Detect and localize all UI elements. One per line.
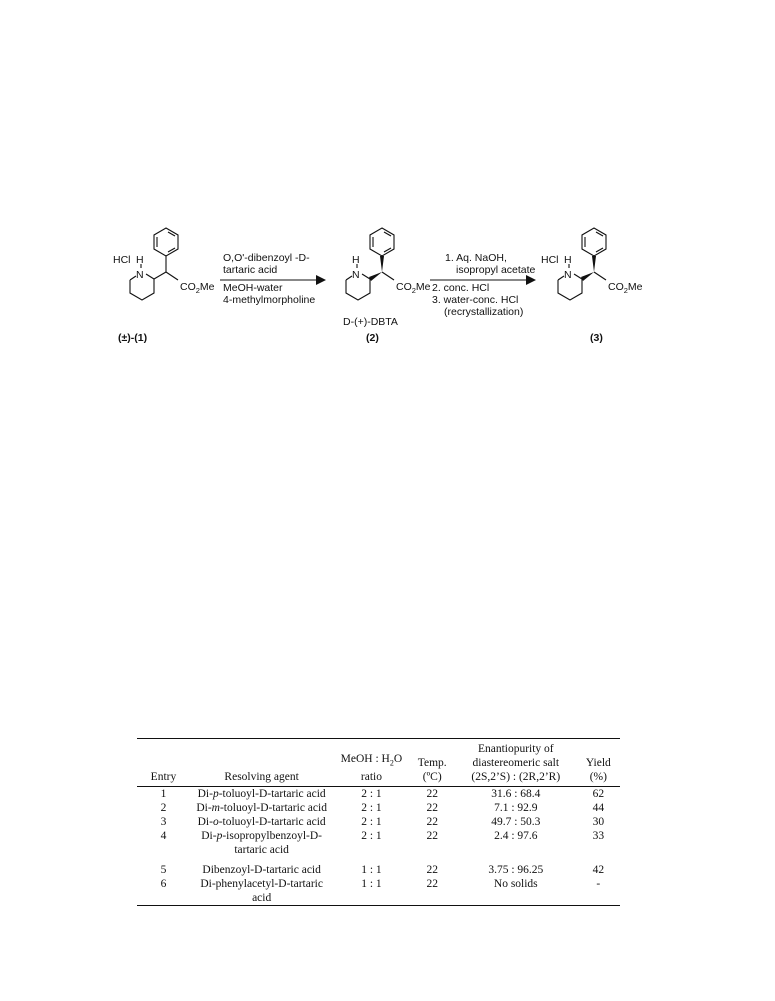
cell-yield: 30 bbox=[592, 816, 605, 828]
cell-enantiopurity: 31.6 : 68.4 bbox=[491, 788, 541, 800]
step1-reagent-1: O,O'-dibenzoyl -D- bbox=[223, 252, 310, 264]
agent-part: -tartaric acid bbox=[267, 788, 326, 800]
step2-reagent-5: (recrystallization) bbox=[444, 306, 524, 318]
agent-part: D bbox=[258, 816, 268, 828]
step2-reagent-3: 2. conc. HCl bbox=[432, 282, 490, 294]
header-ratio: MeOH : $H_2O$ ratio bbox=[340, 752, 403, 783]
cell-yield: 62 bbox=[592, 788, 605, 800]
cell-enantiopurity: 2.4 : 97.6 bbox=[494, 830, 538, 842]
cell-enantiopurity: No solids bbox=[493, 878, 538, 890]
compound-1-ester: $CO_2Me$ bbox=[180, 281, 215, 295]
agent-part: -tartaric acid bbox=[262, 864, 321, 876]
compound-3-label: (3) bbox=[590, 332, 603, 344]
header-temp: Temp. (ºC) bbox=[417, 757, 447, 783]
compound-2-salt: D-(+)-DBTA bbox=[343, 316, 398, 328]
table-body bbox=[137, 787, 620, 906]
agent-line2: tartaric acid bbox=[234, 844, 289, 856]
table-row bbox=[137, 829, 620, 857]
agent-part: -toluoyl- bbox=[219, 802, 261, 814]
agent-part: D bbox=[309, 830, 319, 842]
agent-part: Di- bbox=[197, 788, 213, 800]
agent-part: D bbox=[260, 802, 269, 814]
compound-2-ester: $CO_2Me$ bbox=[396, 281, 431, 295]
cell-resolving-agent bbox=[190, 857, 333, 877]
agent-part: -toluoyl- bbox=[218, 816, 259, 828]
table-row bbox=[137, 857, 620, 877]
cell-resolving-agent bbox=[190, 829, 333, 857]
step1-reagent-4: 4-methylmorpholine bbox=[223, 294, 316, 306]
cell-ratio: 2 : 1 bbox=[361, 830, 382, 842]
cell-yield: 44 bbox=[592, 802, 605, 814]
cell-ratio: 2 : 1 bbox=[361, 816, 382, 828]
agent-part: -tartaric acid bbox=[268, 802, 327, 814]
cell-resolving-agent bbox=[190, 815, 333, 829]
cell-temp: 22 bbox=[426, 830, 438, 842]
agent-part: p bbox=[216, 830, 223, 842]
agent-part: Di- bbox=[196, 802, 212, 814]
agent-part: Di- bbox=[201, 830, 217, 842]
cell-temp: 22 bbox=[426, 802, 438, 814]
cell-yield: 33 bbox=[592, 830, 605, 842]
cell-temp: 22 bbox=[426, 788, 438, 800]
resolution-table bbox=[137, 738, 620, 906]
agent-part: o bbox=[212, 816, 219, 828]
reaction-scheme bbox=[0, 0, 775, 360]
agent-part: Di- bbox=[197, 816, 213, 828]
compound-2-n: N bbox=[352, 269, 360, 281]
cell-entry: 1 bbox=[160, 788, 167, 800]
cell-yield: 42 bbox=[592, 864, 605, 876]
cell-temp: 22 bbox=[426, 816, 438, 828]
cell-yield: - bbox=[596, 878, 601, 890]
agent-part: p bbox=[212, 788, 219, 800]
header-resolving-agent: Resolving agent bbox=[224, 771, 299, 783]
compound-3-n: N bbox=[564, 269, 572, 281]
agent-part: D bbox=[258, 788, 268, 800]
cell-temp: 22 bbox=[426, 864, 438, 876]
header-entry: Entry bbox=[150, 771, 177, 783]
agent-part: m bbox=[211, 802, 220, 814]
cell-enantiopurity: 49.7 : 50.3 bbox=[491, 816, 541, 828]
table-header-row bbox=[137, 739, 620, 787]
agent-part: -tartaric acid bbox=[267, 816, 326, 828]
cell-ratio: 2 : 1 bbox=[361, 802, 382, 814]
agent-part: D bbox=[254, 864, 263, 876]
agent-line2: acid bbox=[252, 892, 272, 904]
compound-1-hcl: HCl bbox=[113, 254, 131, 266]
compound-1-label: (±)-(1) bbox=[118, 332, 148, 344]
header-enantiopurity: Enantiopurity of diastereomeric salt (2S,2’S) : (2R,2’R) bbox=[471, 743, 561, 783]
reaction-arrow-2-head bbox=[526, 275, 536, 285]
reaction-arrow-1-head bbox=[316, 275, 326, 285]
step2-reagent-2: isopropyl acetate bbox=[456, 264, 536, 276]
agent-part: Dibenzoyl- bbox=[202, 864, 255, 876]
compound-2-h: H bbox=[352, 254, 360, 266]
cell-ratio: 1 : 1 bbox=[361, 864, 382, 876]
step1-reagent-2: tartaric acid bbox=[223, 264, 278, 276]
cell-entry: 5 bbox=[160, 864, 167, 876]
agent-part: -tartaric bbox=[286, 878, 323, 890]
table-row bbox=[137, 877, 620, 906]
cell-enantiopurity: 3.75 : 96.25 bbox=[488, 864, 544, 876]
compound-3-h: H bbox=[564, 254, 572, 266]
cell-entry: 4 bbox=[160, 830, 167, 842]
cell-entry: 2 bbox=[160, 802, 167, 814]
cell-resolving-agent bbox=[190, 787, 333, 802]
resolution-data-table bbox=[137, 738, 620, 906]
agent-part: -toluoyl- bbox=[218, 788, 259, 800]
cell-resolving-agent bbox=[190, 801, 333, 815]
compound-3-hcl: HCl bbox=[541, 254, 559, 266]
cell-enantiopurity: 7.1 : 92.9 bbox=[494, 802, 538, 814]
header-yield: Yield (%) bbox=[585, 757, 611, 783]
step2-reagent-4: 3. water-conc. HCl bbox=[432, 294, 519, 306]
agent-part: -isopropylbenzoyl- bbox=[222, 830, 310, 842]
cell-resolving-agent bbox=[190, 877, 333, 906]
step1-reagent-3: MeOH-water bbox=[223, 282, 283, 294]
table-row bbox=[137, 801, 620, 815]
compound-3-ester: $CO_2Me$ bbox=[608, 281, 643, 295]
table-row bbox=[137, 815, 620, 829]
agent-part: - bbox=[318, 830, 323, 842]
step2-reagent-1: 1. Aq. NaOH, bbox=[445, 252, 507, 264]
cell-entry: 6 bbox=[160, 878, 167, 890]
cell-entry: 3 bbox=[160, 816, 167, 828]
cell-temp: 22 bbox=[426, 878, 438, 890]
compound-1-h: H bbox=[136, 254, 144, 266]
agent-part: D bbox=[278, 878, 287, 890]
cell-ratio: 2 : 1 bbox=[361, 788, 382, 800]
compound-1-n: N bbox=[136, 269, 144, 281]
agent-part: Di-phenylacetyl- bbox=[200, 878, 279, 890]
cell-ratio: 1 : 1 bbox=[361, 878, 382, 890]
compound-2-label: (2) bbox=[366, 332, 379, 344]
table-row bbox=[137, 787, 620, 802]
